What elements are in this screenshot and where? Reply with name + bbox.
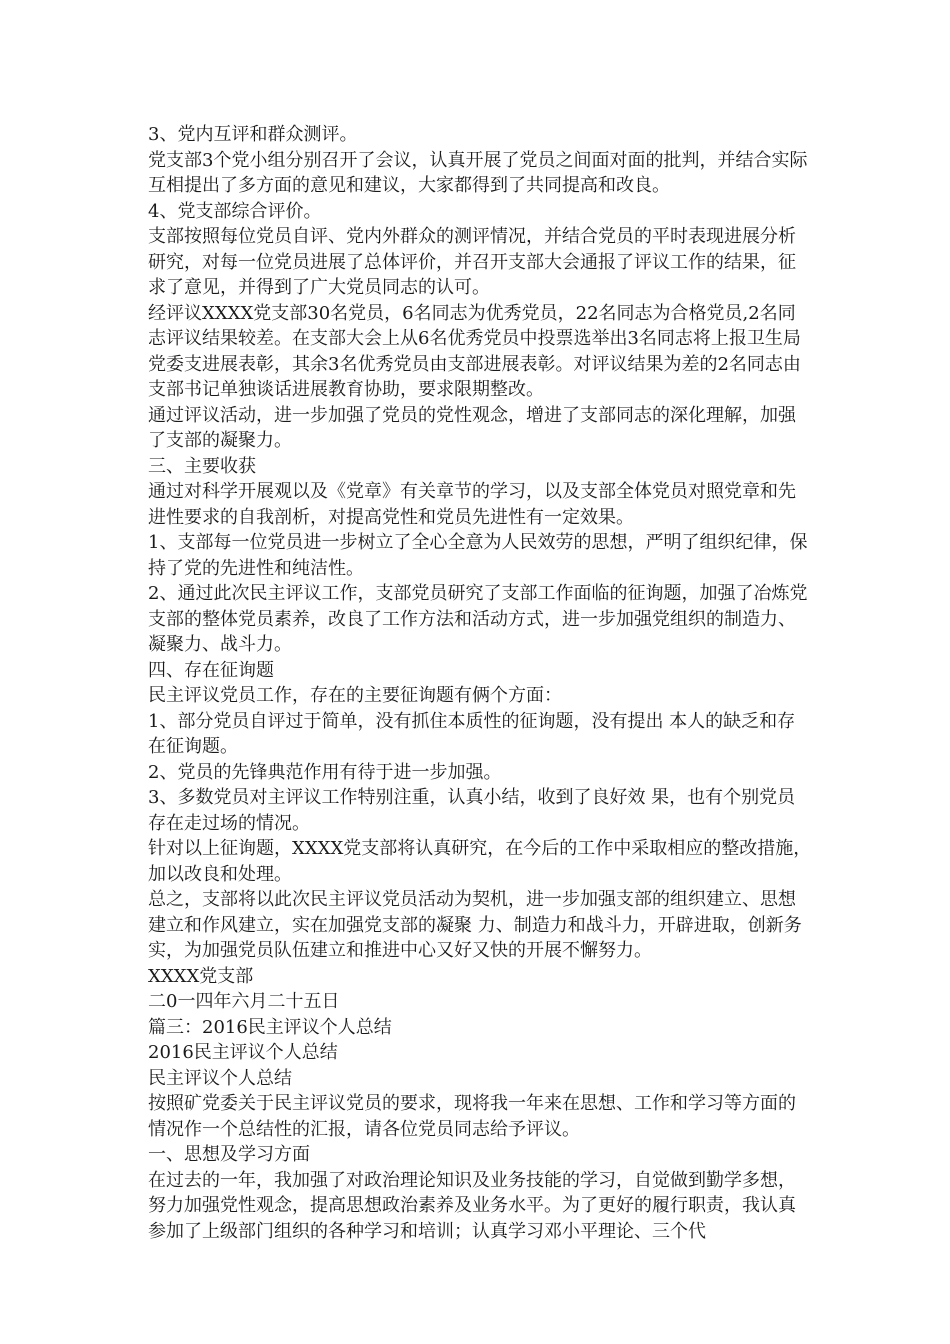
paragraph: 在过去的一年，我加强了对政治理论知识及业务技能的学习，自觉做到勤学多想，努力加强党性观念，提高思想政治素养及业务水平。为了更好的履行职责，我认真参加了上级部门组织的各种学习和培训；认真学习邓小平理论、三个代: [148, 1169, 796, 1242]
section-heading: 四、存在征询题: [148, 659, 274, 681]
paragraph: 经评议XXXX党支部30名党员，6名同志为优秀党员，22名同志为合格党员,2名同志评议结果较差。在支部大会上从6名优秀党员中投票选举出3名同志将上报卫生局党委支进展表彰，其余3名优秀党员由支部进展表彰。对评议结果为差的2名同志由支部书记单独谈话进展教育协助，要求限期整改。: [148, 302, 801, 400]
signature-org: XXXX党支部: [148, 965, 254, 987]
paragraph: 通过评议活动，进一步加强了党员的党性观念，增进了支部同志的深化理解，加强了支部的凝聚力。: [148, 404, 796, 451]
paragraph: 3、多数党员对主评议工作特别注重，认真小结，收到了良好效 果，也有个别党员存在走过场的情况。: [148, 787, 796, 834]
paragraph: 2、党员的先锋典范作用有待于进一步加强。: [148, 761, 502, 783]
paragraph: 民主评议党员工作，存在的主要征询题有俩个方面：: [148, 685, 562, 706]
article-title: 2016民主评议个人总结: [148, 1042, 338, 1063]
paragraph: 1、支部每一位党员进一步树立了全心全意为人民效劳的思想，严明了组织纪律，保持了党的先进性和纯洁性。: [148, 532, 808, 579]
article-heading: 篇三：2016民主评议个人总结: [148, 1016, 392, 1038]
paragraph: 3、党内互评和群众测评。: [148, 124, 358, 145]
paragraph: 针对以上征询题，XXXX党支部将认真研究，在今后的工作中采取相应的整改措施，加以改良和处理。: [148, 838, 812, 885]
paragraph: 通过对科学开展观以及《党章》有关章节的学习，以及支部全体党员对照党章和先进性要求的自我剖析，对提高党性和党员先进性有一定效果。: [148, 481, 796, 528]
section-heading: 一、思想及学习方面: [148, 1144, 310, 1165]
paragraph: 党支部3个党小组分别召开了会议，认真开展了党员之间面对面的批判，并结合实际互相提出了多方面的意见和建议，大家都得到了共同提高和改良。: [148, 149, 808, 196]
article-subtitle: 民主评议个人总结: [148, 1067, 292, 1089]
paragraph: 支部按照每位党员自评、党内外群众的测评情况，并结合党员的平时表现进展分析研究，对每一位党员进展了总体评价，并召开支部大会通报了评议工作的结果，征求了意见，并得到了广大党员同志的认可。: [148, 226, 796, 298]
paragraph: 4、党支部综合评价。: [148, 200, 322, 222]
section-heading: 三、主要收获: [148, 455, 256, 477]
paragraph: 按照矿党委关于民主评议党员的要求，现将我一年来在思想、工作和学习等方面的情况作一个总结性的汇报，请各位党员同志给予评议。: [148, 1093, 796, 1140]
paragraph: 2、通过此次民主评议工作，支部党员研究了支部工作面临的征询题，加强了冶炼党支部的整体党员素养，改良了工作方法和活动方式，进一步加强党组织的制造力、凝聚力、战斗力。: [148, 583, 808, 655]
paragraph: 1、部分党员自评过于简单，没有抓住本质性的征询题，没有提出 本人的缺乏和存在征询题。: [148, 710, 796, 757]
paragraph: 总之，支部将以此次民主评议党员活动为契机，进一步加强支部的组织建立、思想建立和作风建立，实在加强党支部的凝聚 力、制造力和战斗力，开辟进取，创新务实，为加强党员队伍建立和推进中心又好又快的开展不懈努力。: [148, 889, 802, 961]
document-body: [148, 122, 812, 1244]
signature-date: 二0一四年六月二十五日: [148, 991, 340, 1012]
